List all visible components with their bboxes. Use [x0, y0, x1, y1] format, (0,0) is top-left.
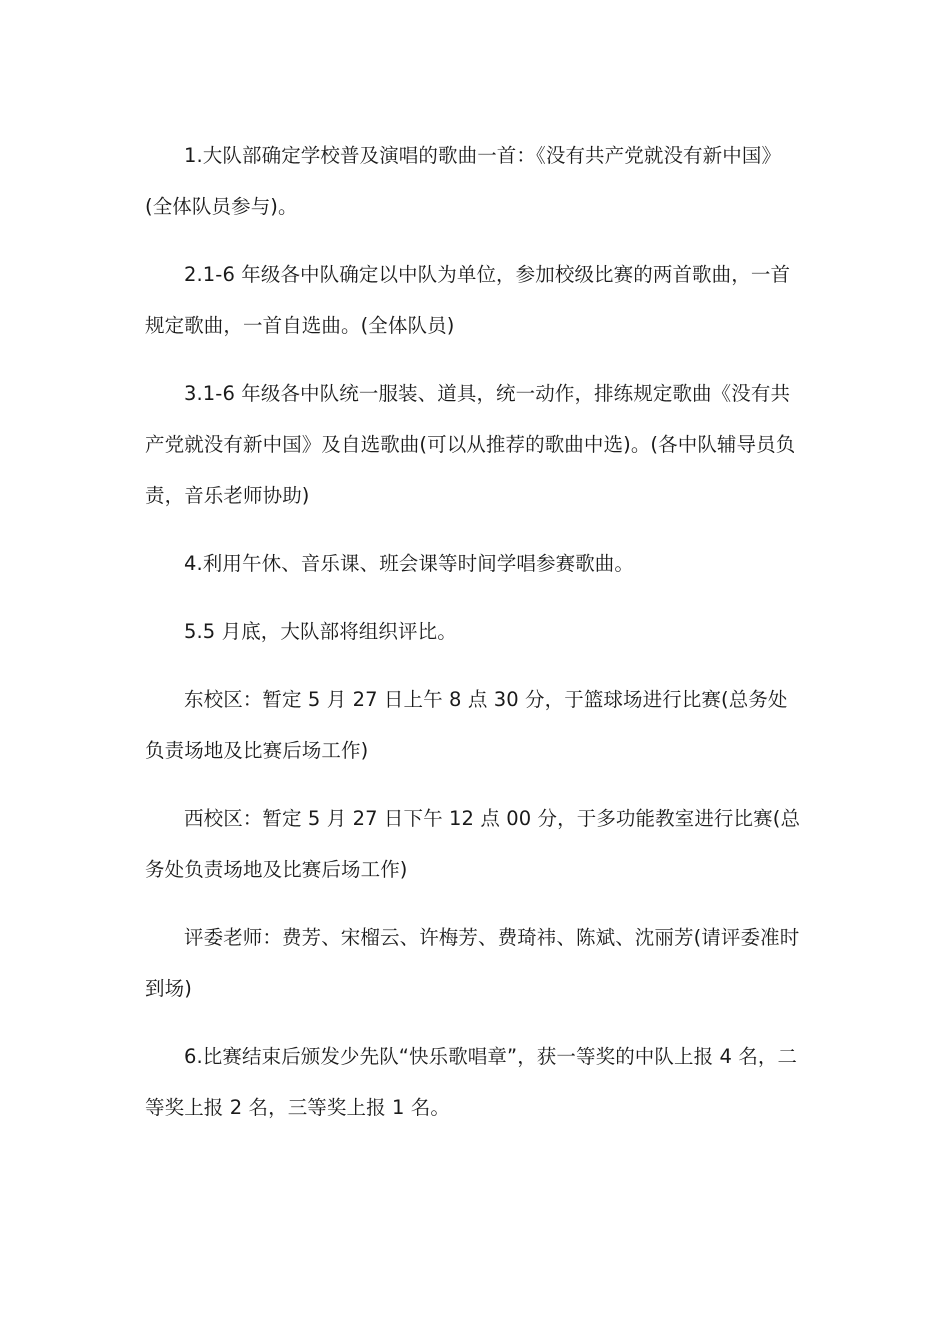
- paragraph-4: 4.利用午休、音乐课、班会课等时间学唱参赛歌曲。: [184, 552, 635, 575]
- paragraph-judges: 评委老师：费芳、宋榴云、许梅芳、费琦祎、陈斌、沈丽芳(请评委准时到场): [145, 926, 800, 1000]
- paragraph-2: 2.1-6 年级各中队确定以中队为单位，参加校级比赛的两首歌曲，一首规定歌曲，一首自选曲。(全体队员): [145, 263, 791, 337]
- paragraph-3: 3.1-6 年级各中队统一服装、道具，统一动作，排练规定歌曲《没有共产党就没有新中国》及自选歌曲(可以从推荐的歌曲中选)。(各中队辅导员负责，音乐老师协助): [145, 382, 796, 507]
- paragraph-west-campus: 西校区：暂定 5 月 27 日下午 12 点 00 分，于多功能教室进行比赛(总务处负责场地及比赛后场工作): [145, 807, 801, 881]
- paragraph-6: 6.比赛结束后颁发少先队“快乐歌唱章”，获一等奖的中队上报 4 名，二等奖上报 2 名，三等奖上报 1 名。: [145, 1045, 798, 1119]
- paragraph-east-campus: 东校区：暂定 5 月 27 日上午 8 点 30 分，于篮球场进行比赛(总务处负责场地及比赛后场工作): [145, 688, 788, 762]
- paragraph-1: 1.大队部确定学校普及演唱的歌曲一首：《没有共产党就没有新中国》(全体队员参与)。: [145, 144, 782, 218]
- paragraph-5: 5.5 月底，大队部将组织评比。: [184, 620, 457, 643]
